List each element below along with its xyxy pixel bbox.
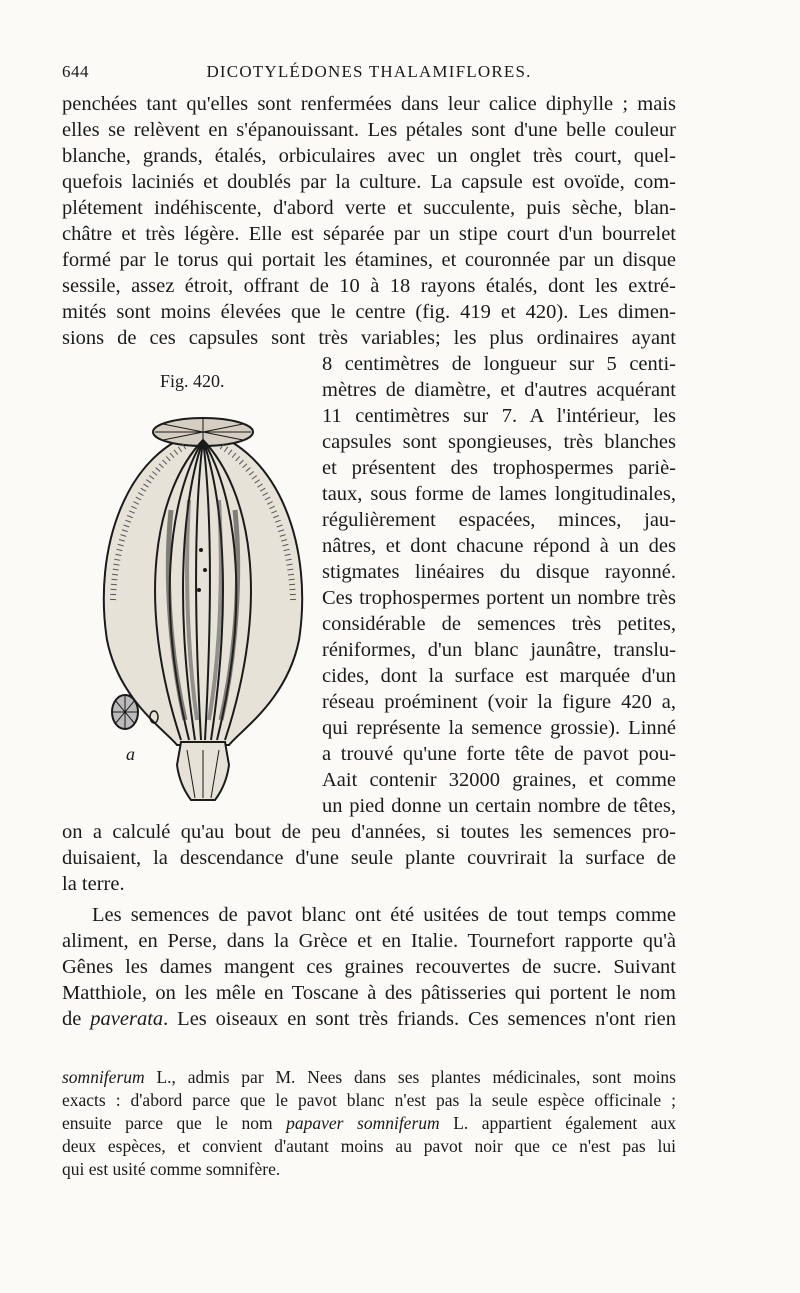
body-line: régulièrement espacées, minces, jau-	[322, 509, 676, 531]
body-line: penchées tant qu'elles sont renfermées dans leur calice diphylle ; mais	[62, 93, 676, 115]
body-line: elles se relèvent en s'épanouissant. Les pétales sont d'une belle couleur	[62, 119, 676, 141]
body-line: réseau proéminent (voir la figure 420 a,	[322, 691, 676, 713]
body-line: Matthiole, on les mêle en Toscane à des pâtisseries qui portent le nom	[62, 982, 676, 1004]
body-line: réniformes, d'un blanc jaunâtre, translu-	[322, 639, 676, 661]
body-line: plétement indéhiscente, d'abord verte et succulente, puis sèche, blan-	[62, 197, 676, 219]
body-line: aliment, en Perse, dans la Grèce et en Italie. Tournefort rapporte qu'à	[62, 930, 676, 952]
body-line: Gênes les dames mangent ces graines recouvertes de sucre. Suivant	[62, 956, 676, 978]
italic-term: somniferum	[62, 1067, 145, 1087]
italic-term: papaver somniferum	[286, 1113, 440, 1133]
body-line: et présentent des trophospermes pariè-	[322, 457, 676, 479]
footnote-line	[62, 1112, 676, 1135]
body-line: un pied donne un certain nombre de têtes,	[322, 795, 676, 817]
body-line: châtre et très légère. Elle est séparée par un stipe court d'un bourrelet	[62, 223, 676, 245]
italic-term: paverata	[90, 1008, 164, 1030]
text-segment: ensuite parce que le nom	[62, 1113, 287, 1133]
body-line: nâtres, et dont chacune répond à un des	[322, 535, 676, 557]
text-segment: L. appartient également aux	[439, 1113, 676, 1133]
body-line: Les semences de pavot blanc ont été usitées de tout temps comme	[92, 904, 676, 926]
running-title: DICOTYLÉDONES THALAMIFLORES.	[206, 62, 532, 81]
body-line: sions de ces capsules sont très variables; les plus ordinaires ayant	[62, 327, 676, 349]
body-line: cides, dont la surface est marquée d'un	[322, 665, 676, 687]
body-line: formé par le torus qui portait les étamines, et couronnée par un disque	[62, 249, 676, 271]
body-line: quefois laciniés et doublés par la culture. La capsule est ovoïde, com-	[62, 171, 676, 193]
running-head	[62, 62, 676, 86]
body-line: a trouvé qu'une forte tête de pavot pou-	[322, 743, 676, 765]
body-line: stigmates linéaires du disque rayonné.	[322, 561, 676, 583]
body-line: 11 centimètres sur 7. A l'intérieur, les	[322, 405, 676, 427]
body-line: Ces trophospermes portent un nombre très	[322, 587, 676, 609]
body-line: la terre.	[62, 873, 125, 895]
page-number: 644	[62, 62, 89, 81]
body-line: blanche, grands, étalés, orbiculaires avec un onglet très court, quel-	[62, 145, 676, 167]
text-segment: de	[62, 1008, 91, 1030]
body-line: taux, sous forme de lames longitudinales,	[322, 483, 676, 505]
body-line: Aait contenir 32000 graines, et comme	[322, 769, 676, 791]
footnote-line	[62, 1066, 676, 1089]
text-segment: L., admis par M. Nees dans ses plantes médicinales, sont moins	[144, 1067, 676, 1087]
body-line: considérable de semences très petites,	[322, 613, 676, 635]
body-line: capsules sont spongieuses, très blanches	[322, 431, 676, 453]
body-line: qui représente la semence grossie). Linné	[322, 717, 676, 739]
figure-caption: Fig. 420.	[160, 371, 225, 391]
footnote-line: exacts : d'abord parce que le pavot blanc n'est pas la seule espèce officinale ;	[62, 1090, 676, 1110]
footnote-line: qui est usité comme somnifère.	[62, 1159, 281, 1179]
body-line: duisaient, la descendance d'une seule plante couvrirait la surface de	[62, 847, 676, 869]
body-line: 8 centimètres de longueur sur 5 centi-	[322, 353, 676, 375]
body-line	[62, 1007, 676, 1033]
text-segment: . Les oiseaux en sont très friands. Ces semences n'ont rien	[163, 1008, 676, 1030]
footnote-line: deux espèces, et convient d'autant moins au pavot noir que ce n'est pas lui	[62, 1136, 676, 1156]
body-line: mités sont moins élevées que le centre (fig. 419 et 420). Les dimen-	[62, 301, 676, 323]
body-line: on a calculé qu'au bout de peu d'années, si toutes les semences pro-	[62, 821, 676, 843]
poppy-capsule-figure	[85, 400, 321, 810]
figure-label-a: a	[126, 744, 135, 764]
body-line: sessile, assez étroit, offrant de 10 à 18 rayons étalés, dont les extré-	[62, 275, 676, 297]
body-line: mètres de diamètre, et d'autres acquérant	[322, 379, 676, 401]
